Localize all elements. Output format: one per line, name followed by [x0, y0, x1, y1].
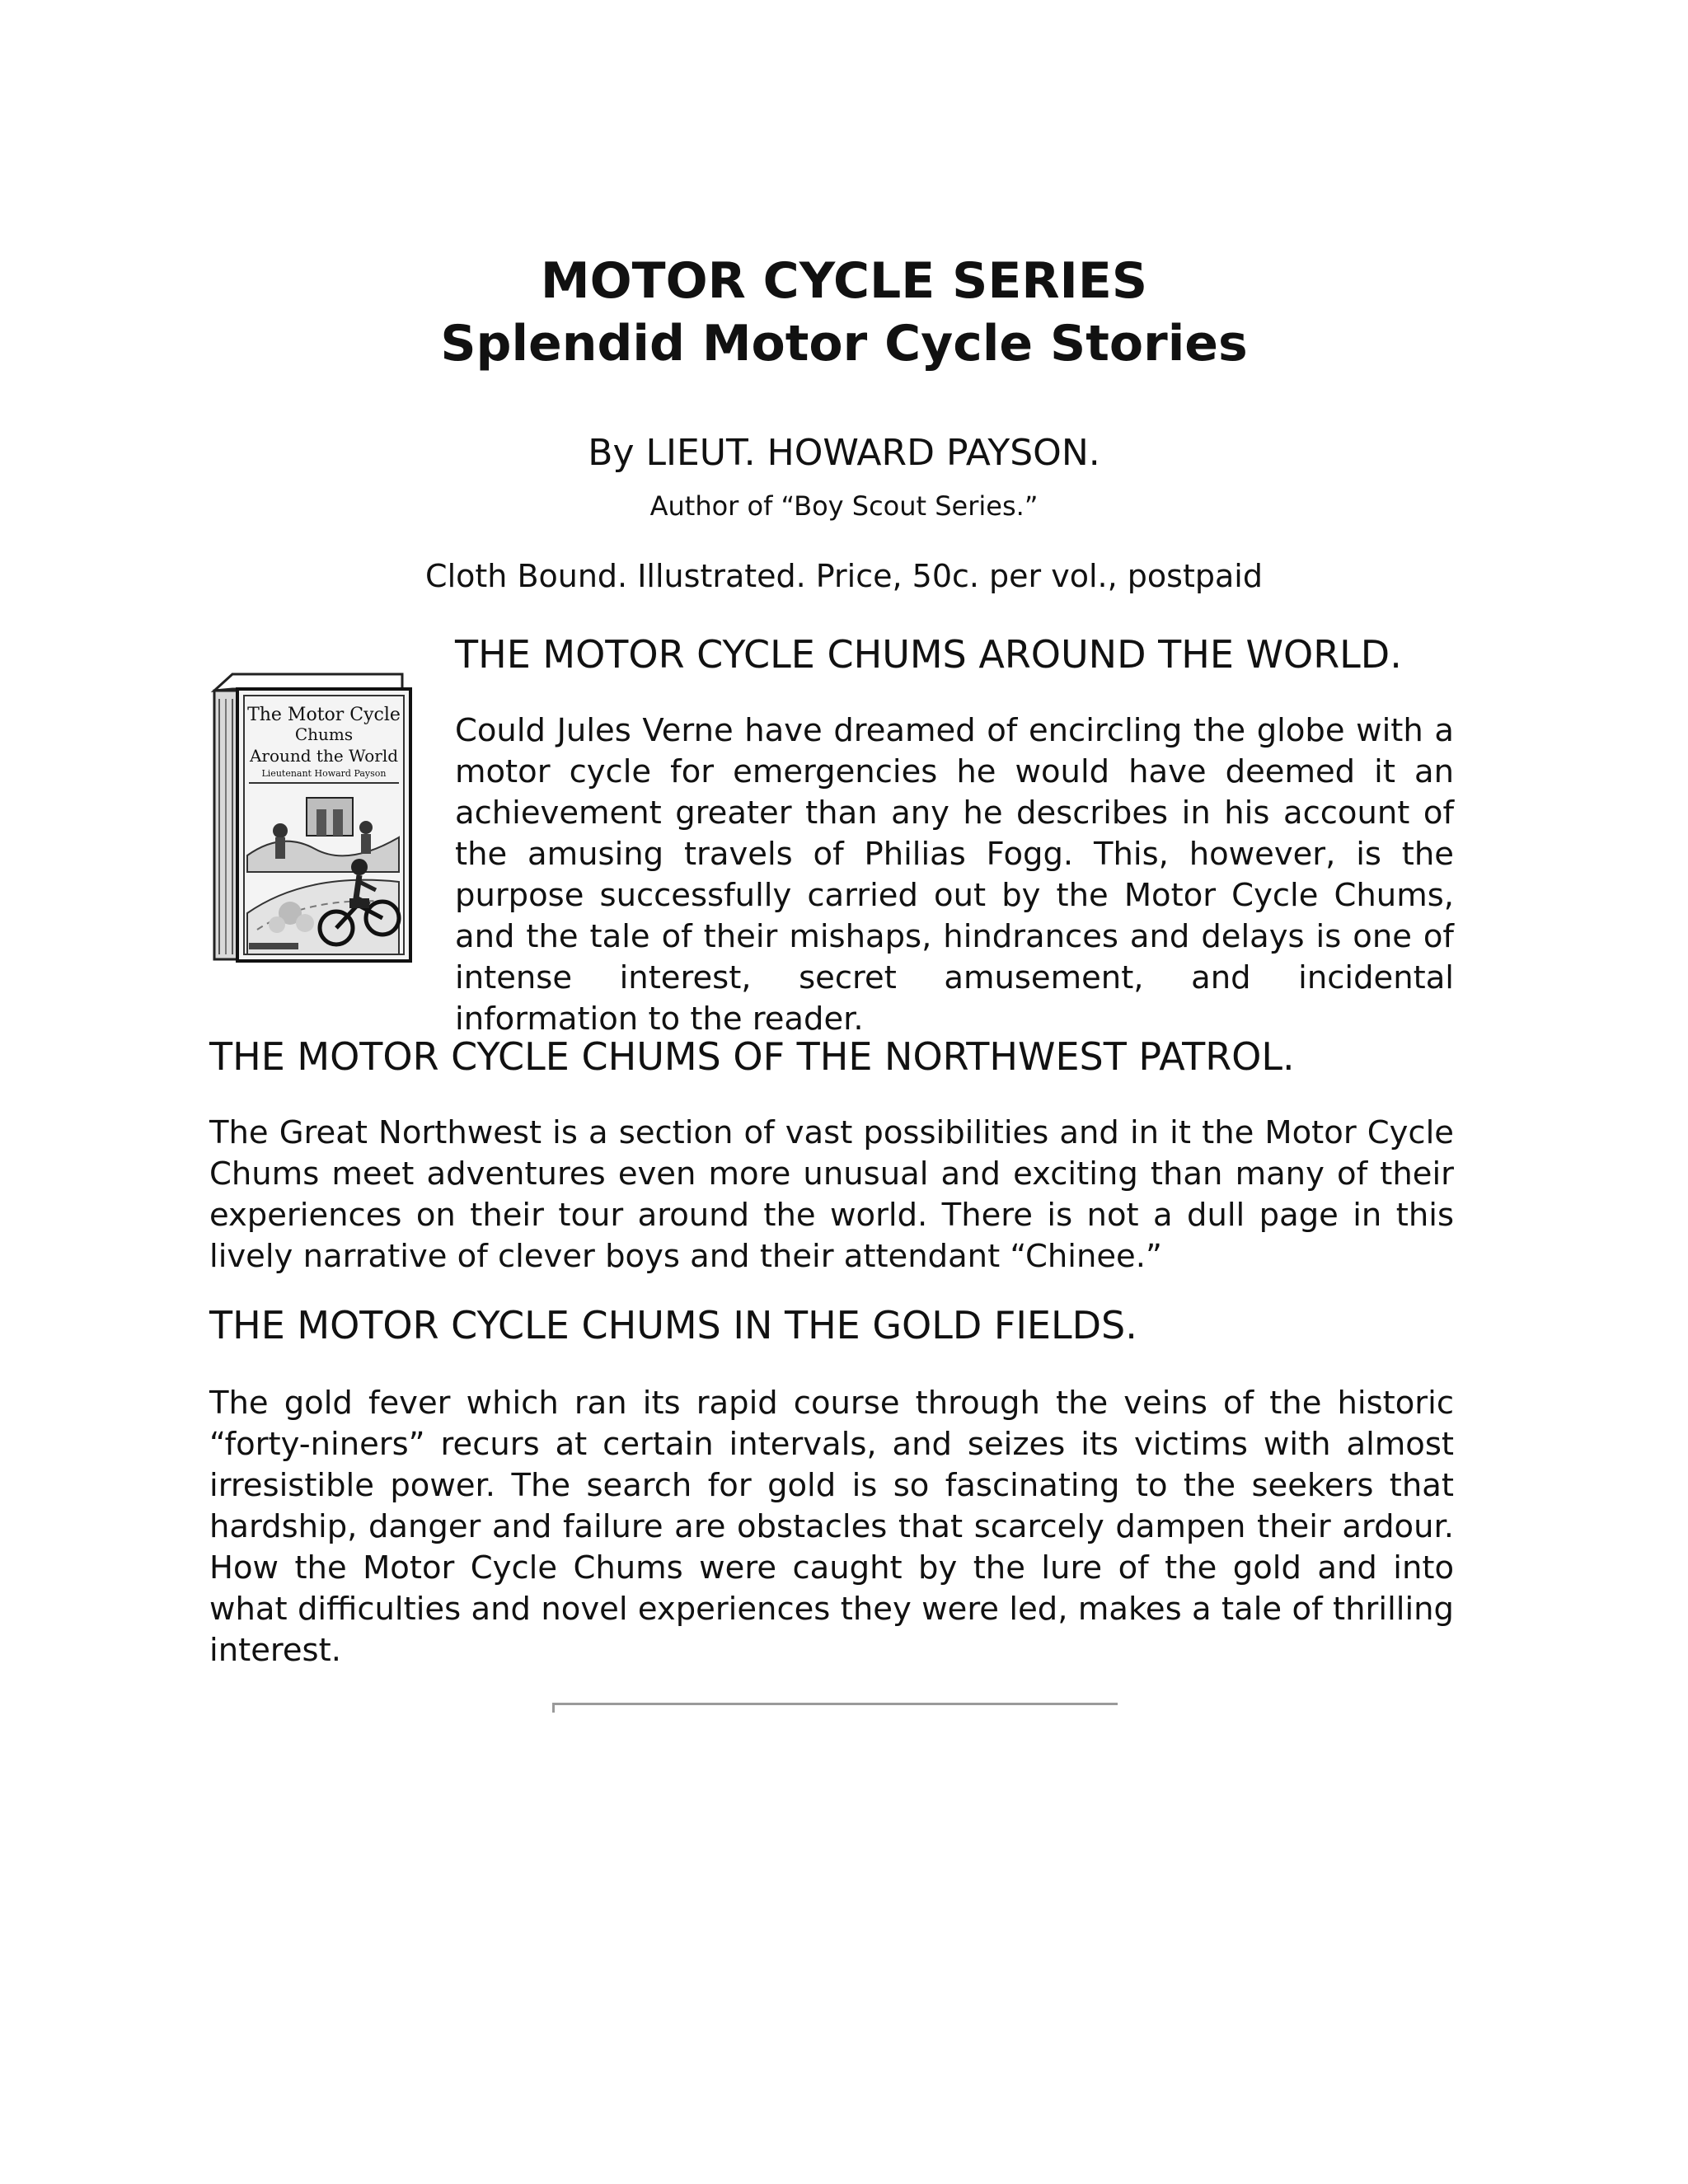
svg-text:Around the World: Around the World [249, 746, 399, 766]
svg-text:Chums: Chums [294, 724, 354, 744]
book-title-northwest-patrol: THE MOTOR CYCLE CHUMS OF THE NORTHWEST PATROL. [209, 1034, 1295, 1079]
book-title-around-the-world: THE MOTOR CYCLE CHUMS AROUND THE WORLD. [455, 632, 1402, 677]
series-title: MOTOR CYCLE SERIES [540, 252, 1148, 310]
book-description-gold-fields: The gold fever which ran its rapid course through the veins of the historic “forty-niners” recurs at certain intervals, and seizes its victims with almost irresistible power. The search for gold is so fascinating to the seekers that hardship, danger and failure are obstacles that scarcely dampen their ardour. How the Motor Cycle Chums were caught by the lure of the gold and into what difficulties and novel experiences they were led, makes a tale of thrilling interest. [209, 1385, 1454, 1669]
section-divider [552, 1703, 1118, 1705]
book-title-gold-fields: THE MOTOR CYCLE CHUMS IN THE GOLD FIELDS. [209, 1303, 1137, 1347]
svg-text:The Motor Cycle: The Motor Cycle [247, 705, 401, 725]
author-byline: By LIEUT. HOWARD PAYSON. [588, 432, 1100, 474]
book-description-northwest-patrol: The Great Northwest is a section of vast possibilities and in it the Motor Cycle Chums meet adventures even more unusual and exciting than many of their experiences on their tour around the world. There is not a dull page in this lively narrative of clever boys and their attendant “Chinee.” [209, 1114, 1454, 1275]
book-cover-illustration-icon [208, 666, 417, 968]
book-description-around-the-world: Could Jules Verne have dreamed of encircling the globe with a motor cycle for emergencies he would have deemed it an achievement greater than any he describes in his account of the amusing travels of Philias Fogg. This, however, is the purpose successfully carried out by the Motor Cycle Chums, and the tale of their mishaps, hindrances and delays is one of intense interest, secret amusement, and incidental information to the reader. [455, 712, 1454, 1038]
author-credits: Author of “Boy Scout Series.” [649, 490, 1039, 522]
price-line: Cloth Bound. Illustrated. Price, 50c. per vol., postpaid [425, 558, 1263, 594]
svg-text:Lieutenant Howard Payson: Lieutenant Howard Payson [261, 768, 387, 779]
series-subtitle: Splendid Motor Cycle Stories [440, 315, 1248, 373]
